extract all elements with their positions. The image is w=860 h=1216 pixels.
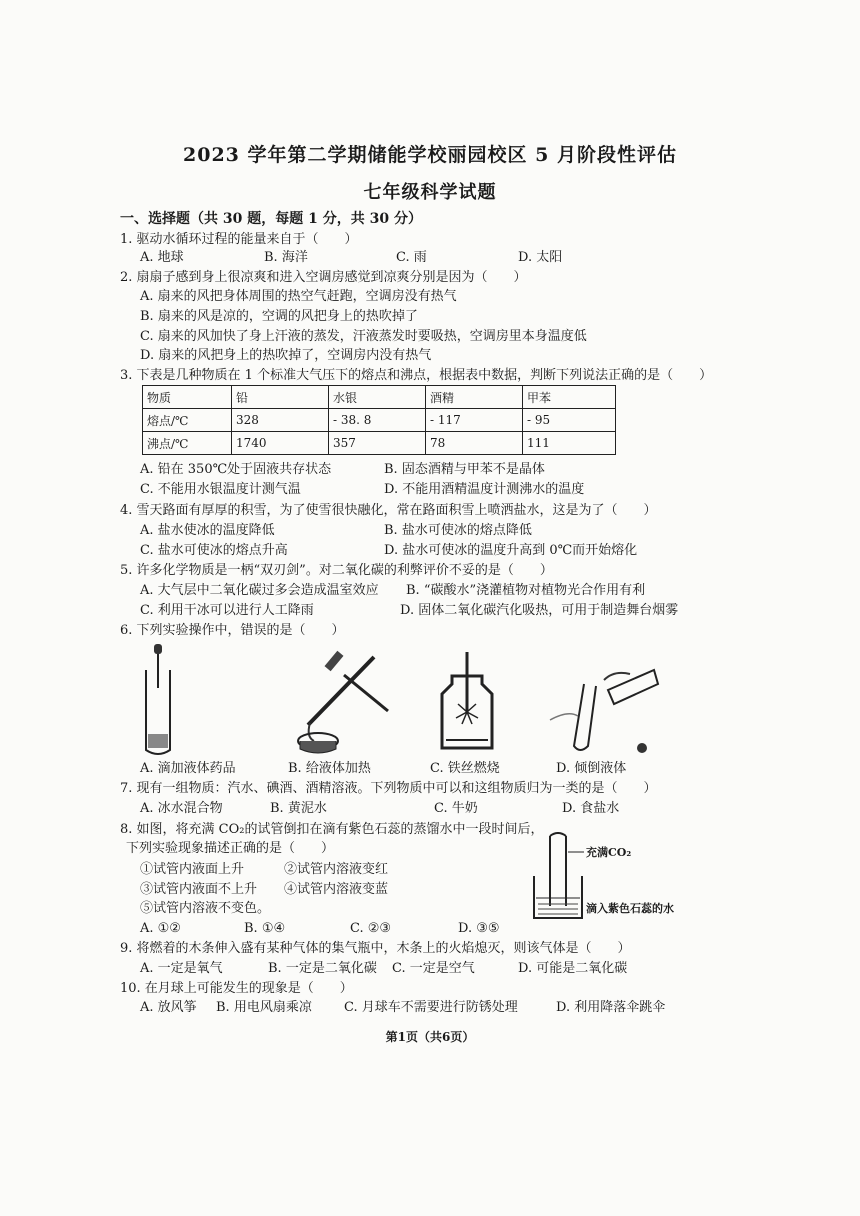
dropper-figure xyxy=(130,640,190,760)
q8-option-d: D. ③⑤ xyxy=(458,921,500,936)
q10-option-d: D. 利用降落伞跳伞 xyxy=(556,1000,666,1015)
q8-stem-2: 下列实验现象描述正确的是（ ） xyxy=(126,841,335,856)
q5-stem: 5. 许多化学物质是一柄“双刃剑”。对二氧化碳的利弊评价不妥的是（ ） xyxy=(120,563,553,578)
table-cell: 熔点/℃ xyxy=(143,409,232,432)
q10-option-b: B. 用电风扇乘凉 xyxy=(216,1000,312,1015)
q2-option-d: D. 扇来的风把身上的热吹掉了，空调房内没有热气 xyxy=(140,348,432,363)
q2-option-b: B. 扇来的风是凉的，空调的风把身上的热吹掉了 xyxy=(140,309,418,324)
q9-option-b: B. 一定是二氧化碳 xyxy=(268,961,377,976)
q4-option-b: B. 盐水可使冰的熔点降低 xyxy=(384,523,532,538)
page-footer: 第1页（共6页） xyxy=(385,1030,475,1044)
table-header-row xyxy=(143,386,616,409)
section-heading: 一、选择题（共 30 题，每题 1 分，共 30 分） xyxy=(120,211,422,227)
q8-option-c: C. ②③ xyxy=(350,921,392,936)
litmus-water-label: 滴入紫色石蕊的水 xyxy=(586,902,674,915)
q9-option-d: D. 可能是二氧化碳 xyxy=(518,961,628,976)
q9-stem: 9. 将燃着的木条伸入盛有某种气体的集气瓶中，木条上的火焰熄灭，则该气体是（ ） xyxy=(120,941,631,956)
q10-option-a: A. 放风筝 xyxy=(140,1000,197,1015)
q9-option-c: C. 一定是空气 xyxy=(392,961,475,976)
q3-stem: 3. 下表是几种物质在 1 个标准大气压下的熔点和沸点，根据表中数据，判断下列说法正确的是（ ） xyxy=(120,368,713,383)
q6-option-a: A. 滴加液体药品 xyxy=(140,761,236,776)
q4-option-a: A. 盐水使冰的温度降低 xyxy=(140,523,275,538)
iron-burning-figure xyxy=(432,648,502,758)
exam-title: 2023 学年第二学期储能学校丽园校区 5 月阶段性评估 xyxy=(183,144,677,166)
table-cell: 水银 xyxy=(329,386,426,409)
q7-option-a: A. 冰水混合物 xyxy=(140,801,223,816)
q2-option-a: A. 扇来的风把身体周围的热空气赶跑，空调房没有热气 xyxy=(140,289,457,304)
q7-option-d: D. 食盐水 xyxy=(562,801,620,816)
q9-option-a: A. 一定是氧气 xyxy=(140,961,223,976)
q7-stem: 7. 现有一组物质：汽水、碘酒、酒精溶液。下列物质中可以和这组物质归为一类的是（ ） xyxy=(120,781,657,796)
table-cell: 沸点/℃ xyxy=(143,432,232,455)
q10-stem: 10. 在月球上可能发生的现象是（ ） xyxy=(120,981,353,996)
q3-option-a: A. 铅在 350℃处于固液共存状态 xyxy=(140,462,332,477)
table-cell: - 117 xyxy=(426,409,523,432)
table-cell: - 38. 8 xyxy=(329,409,426,432)
table-cell: 78 xyxy=(426,432,523,455)
exam-subtitle: 七年级科学试题 xyxy=(363,182,497,203)
q3-option-d: D. 不能用酒精温度计测沸水的温度 xyxy=(384,482,585,497)
table-cell: 1740 xyxy=(232,432,329,455)
table-cell: 357 xyxy=(329,432,426,455)
q5-option-d: D. 固体二氧化碳汽化吸热，可用于制造舞台烟雾 xyxy=(400,603,679,618)
q10-option-c: C. 月球车不需要进行防锈处理 xyxy=(344,1000,518,1015)
heating-figure xyxy=(288,645,398,755)
q8-item-1: ①试管内液面上升 xyxy=(140,862,245,877)
q1-stem: 1. 驱动水循环过程的能量来自于（ ） xyxy=(120,232,358,247)
q8-option-a: A. ①② xyxy=(140,921,181,936)
pouring-figure xyxy=(544,650,664,760)
table-cell: 111 xyxy=(523,432,616,455)
co2-label: 充满CO₂ xyxy=(586,846,632,859)
q1-option-c: C. 雨 xyxy=(396,250,427,265)
q5-option-a: A. 大气层中二氧化碳过多会造成温室效应 xyxy=(140,583,379,598)
table-cell: 物质 xyxy=(143,386,232,409)
q2-option-c: C. 扇来的风加快了身上汗液的蒸发，汗液蒸发时要吸热，空调房里本身温度低 xyxy=(140,329,587,344)
q6-option-b: B. 给液体加热 xyxy=(288,761,371,776)
q3-option-b: B. 固态酒精与甲苯不是晶体 xyxy=(384,462,545,477)
q2-stem: 2. 扇扇子感到身上很凉爽和进入空调房感觉到凉爽分别是因为（ ） xyxy=(120,270,527,285)
q5-option-b: B. “碳酸水”浇灌植物对植物光合作用有利 xyxy=(406,583,646,598)
q5-option-c: C. 利用干冰可以进行人工降雨 xyxy=(140,603,314,618)
q1-option-b: B. 海洋 xyxy=(264,250,308,265)
melting-boiling-table xyxy=(142,385,616,455)
table-cell: 甲苯 xyxy=(523,386,616,409)
table-cell: 铅 xyxy=(232,386,329,409)
q4-stem: 4. 雪天路面有厚厚的积雪，为了使雪很快融化，常在路面积雪上喷洒盐水，这是为了（ ） xyxy=(120,503,657,518)
q4-option-d: D. 盐水可使冰的温度升高到 0℃而开始熔化 xyxy=(384,543,638,558)
q8-item-5: ⑤试管内溶液不变色。 xyxy=(140,901,271,916)
q8-option-b: B. ①④ xyxy=(244,921,286,936)
q1-option-d: D. 太阳 xyxy=(518,250,563,265)
q3-option-c: C. 不能用水银温度计测气温 xyxy=(140,482,301,497)
q8-stem-1: 8. 如图，将充满 CO₂的试管倒扣在滴有紫色石蕊的蒸馏水中一段时间后， xyxy=(120,822,544,837)
q6-stem: 6. 下列实验操作中，错误的是（ ） xyxy=(120,623,345,638)
q4-option-c: C. 盐水可使冰的熔点升高 xyxy=(140,543,288,558)
table-cell: 酒精 xyxy=(426,386,523,409)
table-row xyxy=(143,409,616,432)
q6-option-c: C. 铁丝燃烧 xyxy=(430,761,500,776)
q8-item-3: ③试管内液面不上升 xyxy=(140,882,258,897)
q7-option-b: B. 黄泥水 xyxy=(270,801,327,816)
q7-option-c: C. 牛奶 xyxy=(434,801,478,816)
q8-item-2: ②试管内溶液变红 xyxy=(284,862,389,877)
table-cell: - 95 xyxy=(523,409,616,432)
q1-option-a: A. 地球 xyxy=(140,250,184,265)
table-row xyxy=(143,432,616,455)
table-cell: 328 xyxy=(232,409,329,432)
co2-tube-figure xyxy=(528,832,588,922)
q8-item-4: ④试管内溶液变蓝 xyxy=(284,882,389,897)
q6-option-d: D. 倾倒液体 xyxy=(556,761,627,776)
